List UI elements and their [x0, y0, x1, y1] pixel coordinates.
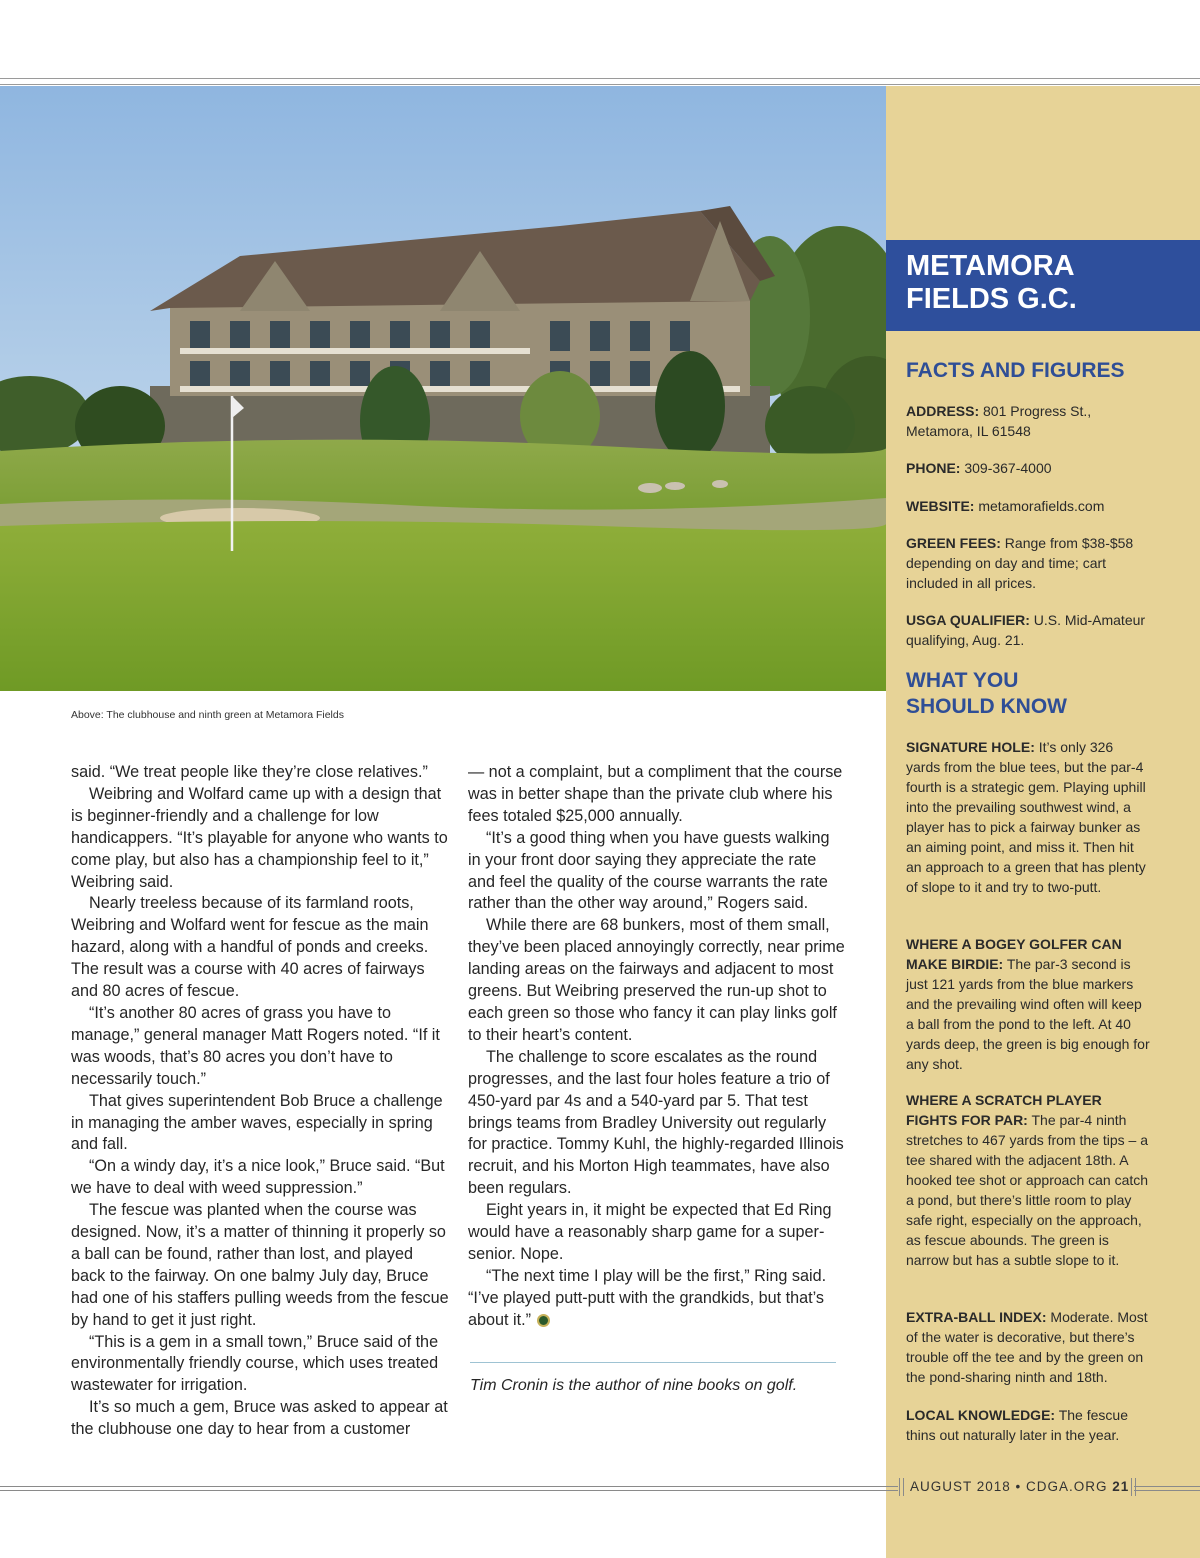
page-footer: [910, 1479, 1129, 1494]
fact-address: [906, 401, 1151, 441]
clubhouse-photo: [0, 86, 886, 691]
paragraph: “On a windy day, it’s a nice look,” Bruce said. “But we have to deal with weed suppression.”: [71, 1157, 445, 1198]
paragraph: That gives superintendent Bob Bruce a challenge in managing the amber waves, especially in spring and fall.: [71, 1091, 443, 1154]
sidebar-title: [886, 240, 1200, 331]
paragraph: Nearly treeless because of its farmland roots, Weibring and Wolfard went for fescue as the main hazard, along with a handful of ponds and creeks. The result was a course with 40 acres of fairways and 80 acres of fescue.: [71, 894, 429, 1001]
footer-issue: AUGUST 2018 • CDGA.ORG: [910, 1479, 1113, 1494]
footer-tick: [899, 1478, 904, 1496]
tip-value: The par-4 ninth stretches to 467 yards from the tips – a tee shared with the adjacent 18th. A hooked tee shot or approach can catch a pond, but there’s little room to play safe right, especially on the approach, as fescue abounds. The green is narrow but has a subtle slope to it.: [906, 1112, 1149, 1268]
tip-label: WHERE A BOGEY GOLFER CAN MAKE BIRDIE:: [906, 936, 1122, 972]
paragraph: said. “We treat people like they’re close relatives.”: [71, 763, 428, 781]
article-column-1: [71, 762, 451, 1441]
paragraph: The challenge to score escalates as the round progresses, and the last four holes feature a trio of 450-yard par 4s and a 540-yard par 5. That test brings teams from Bradley University out regularly for practice. Tommy Kuhl, the highly-regarded Illinois recruit, and his Morton High teammates, have also been regulars.: [468, 1047, 844, 1198]
know-heading: [906, 668, 1067, 720]
fact-label: GREEN FEES:: [906, 535, 1001, 551]
tip-value: It’s only 326 yards from the blue tees, but the par-4 fourth is a strategic gem. Playing uphill into the prevailing southwest wind, a player has to pick a fairway bunker as an aiming point, and miss it. Then hit an approach to a green that has plenty of slope to it and try to two-putt.: [906, 739, 1146, 895]
photo-caption: Above: The clubhouse and ninth green at Metamora Fields: [71, 709, 344, 721]
tip-local-knowledge: [906, 1405, 1151, 1445]
sidebar-title-line: FIELDS G.C.: [906, 283, 1077, 315]
fact-value: 309-367-4000: [960, 460, 1052, 476]
paragraph: While there are 68 bunkers, most of them small, they’ve been placed annoyingly correctly, near prime landing areas on the fairways and adjacent to most greens. But Weibring preserved the run-up shot to each green so those who fancy it can play links golf to their heart’s content.: [468, 916, 845, 1044]
tip-bogey-golfer: [906, 934, 1151, 1074]
fact-value: 801 Progress St., Metamora, IL 61548: [906, 403, 1092, 439]
fact-website: [906, 496, 1151, 516]
tip-signature-hole: [906, 737, 1151, 897]
paragraph: — not a complaint, but a compliment that the course was in better shape than the private club where his fees totaled $25,000 annually.: [468, 763, 843, 825]
last-paragraph: [468, 1266, 846, 1332]
tip-label: SIGNATURE HOLE:: [906, 739, 1035, 755]
know-heading-line: SHOULD KNOW: [906, 695, 1067, 718]
paragraph: The fescue was planted when the course was designed. Now, it’s a matter of thinning it properly so a ball can be found, rather than lost, and played back to the fairway. On one balmy July day, Bruce had one of his staffers pulling weeds from the fescue by hand to get it just right.: [71, 1201, 449, 1329]
fact-label: WEBSITE:: [906, 498, 975, 514]
paragraph: “It’s another 80 acres of grass you have to manage,” general manager Matt Rogers noted. “If it was woods, that’s 80 acres you don’t have to necessarily touch.”: [71, 1003, 440, 1088]
fact-value: Range from $38-$58 depending on day and time; cart included in all prices.: [906, 535, 1134, 591]
tip-label: EXTRA-BALL INDEX:: [906, 1309, 1047, 1325]
fact-green-fees: [906, 533, 1151, 593]
footer-rule-right: [1134, 1486, 1200, 1491]
author-byline: Tim Cronin is the author of nine books on golf.: [470, 1377, 798, 1394]
paragraph: Weibring and Wolfard came up with a design that is beginner-friendly and a challenge for low handicappers. “It’s playable for anyone who wants to come play, but also has a championship feel to it,” Weibring said.: [71, 784, 448, 891]
facts-heading: FACTS AND FIGURES: [906, 359, 1125, 382]
know-heading-line: WHAT YOU: [906, 669, 1019, 692]
fact-label: ADDRESS:: [906, 403, 980, 419]
paragraph: Eight years in, it might be expected that Ed Ring would have a reasonably sharp game for a super-senior. Nope.: [468, 1201, 832, 1263]
byline-divider: [470, 1362, 836, 1363]
paragraph-text: “The next time I play will be the first,” Ring said. “I’ve played putt-putt with the grandkids, but that’s about it.”: [468, 1266, 827, 1329]
fact-usga-qualifier: [906, 610, 1151, 650]
fact-value: U.S. Mid-Amateur qualifying, Aug. 21.: [906, 612, 1146, 648]
paragraph: “It’s a good thing when you have guests walking in your front door saying they appreciate the rate and feel the quality of the course warrants the rate rather than the other way around,” Rogers said.: [468, 828, 830, 913]
footer-rule-left: [0, 1486, 898, 1491]
article-column-2: [468, 762, 846, 1332]
tip-label: LOCAL KNOWLEDGE:: [906, 1407, 1056, 1423]
fact-label: USGA QUALIFIER:: [906, 612, 1030, 628]
clubhouse-illustration: [0, 86, 886, 691]
fact-label: PHONE:: [906, 460, 961, 476]
page-number: 21: [1112, 1479, 1130, 1494]
tip-extra-ball-index: [906, 1307, 1151, 1387]
sidebar-title-line: METAMORA: [906, 250, 1075, 282]
tip-value: The fescue thins out naturally later in the year.: [906, 1407, 1128, 1443]
paragraph: It’s so much a gem, Bruce was asked to appear at the clubhouse one day to hear from a customer: [71, 1398, 448, 1439]
fact-value: metamorafields.com: [974, 498, 1105, 514]
tip-scratch-player: [906, 1090, 1151, 1270]
top-rule: [0, 78, 1200, 85]
fact-phone: [906, 458, 1151, 478]
cdga-end-mark-icon: [537, 1314, 550, 1327]
tip-label: WHERE A SCRATCH PLAYER FIGHTS FOR PAR:: [906, 1092, 1102, 1128]
tip-value: The par-3 second is just 121 yards from the blue markers and the prevailing wind often will keep a ball from the pond to the left. At 40 yards deep, the green is big enough for any shot.: [906, 956, 1150, 1072]
paragraph: “This is a gem in a small town,” Bruce said of the environmentally friendly course, which uses treated wastewater for irrigation.: [71, 1332, 439, 1395]
tip-value: Moderate. Most of the water is decorative, but there’s trouble off the tee and by the green on the pond-sharing ninth and 18th.: [906, 1309, 1148, 1385]
